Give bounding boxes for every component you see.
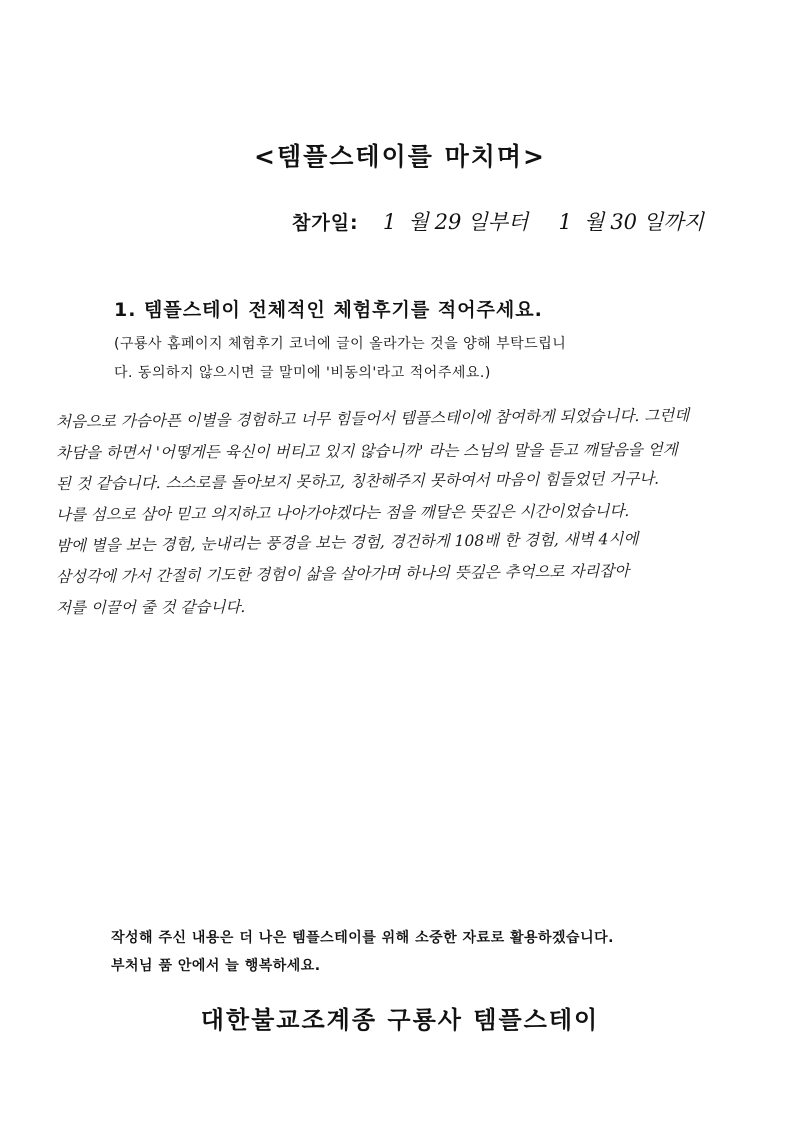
page-title: <템플스테이를 마치며>: [254, 142, 546, 171]
closing-note-line: 부처님 품 안에서 늘 행복하세요.: [111, 958, 321, 974]
question-heading: 1. 템플스테이 전체적인 체험후기를 적어주세요.: [114, 299, 543, 321]
organization-name: 대한불교조계종 구룡사 템플스테이: [200, 1006, 600, 1034]
start-month: 1: [382, 210, 397, 234]
consent-note-line: (구룡사 홈페이지 체험후기 코너에 글이 올라가는 것을 양해 부탁드립니: [114, 336, 567, 352]
handwritten-review: [56, 407, 768, 624]
review-line: 나를 섬으로 삼아 믿고 의지하고 나아가야겠다는 점을 깨달은 뜻깊은 시간이었습니다.: [55, 501, 630, 524]
end-suffix: 일까지: [643, 210, 704, 234]
closing-note-line: 작성해 주신 내용은 더 나은 템플스테이를 위해 소중한 자료로 활용하겠습니다.: [111, 930, 614, 946]
end-day: 30: [610, 210, 638, 234]
review-line: 차담을 하면서 '어떻게든 육신이 버티고 있지 않습니까' 라는 스님의 말을 듣고 깨달음을 얻게: [55, 440, 678, 462]
end-month: 1: [558, 210, 572, 234]
start-suffix: 일부터: [467, 210, 529, 234]
consent-note-line: 다. 동의하지 않으시면 글 말미에 '비동의'라고 적어주세요.): [114, 365, 491, 381]
end-month-word: 월: [583, 210, 605, 234]
start-day: 29: [434, 210, 462, 234]
review-line: 삼성각에 가서 간절히 기도한 경험이 삶을 살아가며 하나의 뜻깊은 추억으로 자리잡아: [55, 561, 630, 586]
review-line: 저를 이끌어 줄 것 같습니다.: [55, 598, 246, 617]
participation-dates: [292, 206, 704, 236]
closing-note: [111, 924, 614, 980]
review-line: 처음으로 가슴아픈 이별을 경험하고 너무 힘들어서 템플스테이에 참여하게 되었습니다. 그런데: [55, 406, 690, 431]
review-line: 된 것 같습니다. 스스로를 돌아보지 못하고, 칭찬해주지 못하여서 마음이 힘들었던 거구나.: [55, 469, 660, 493]
consent-note: [114, 330, 704, 388]
start-month-word: 월: [408, 210, 429, 234]
participation-label: 참가일:: [292, 212, 359, 234]
review-line: 밤에 별을 보는 경험, 눈내리는 풍경을 보는 경험, 경건하게 108배 한 경험, 새벽 4시에: [55, 529, 639, 555]
